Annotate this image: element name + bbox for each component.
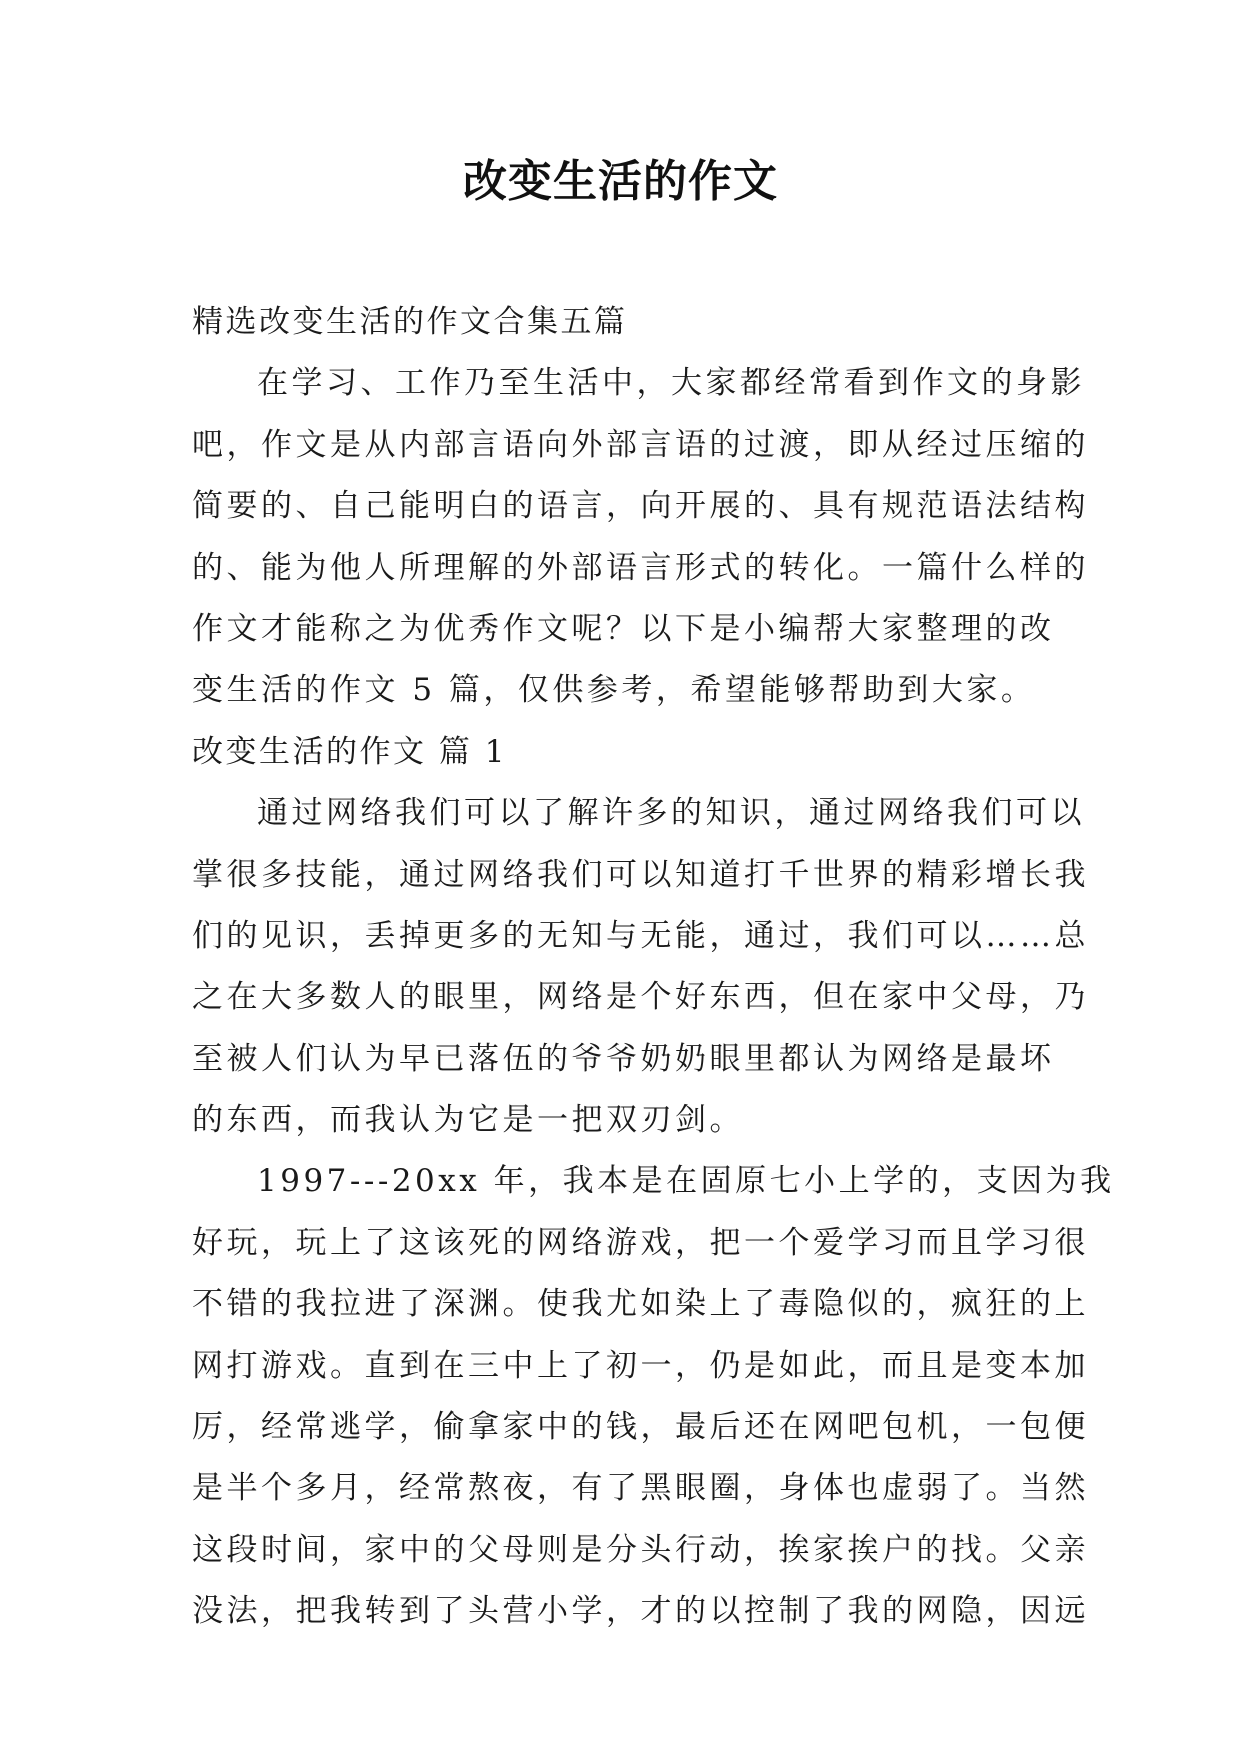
text-line: 的东西，而我认为它是一把双刃剑。 xyxy=(192,1102,744,1139)
text-line: 变生活的作文 5 篇，仅供参考，希望能够帮助到大家。 xyxy=(192,672,1036,709)
section-heading: 改变生活的作文 篇 1 xyxy=(192,733,507,770)
text-line: 吧，作文是从内部言语向外部言语的过渡，即从经过压缩的 xyxy=(192,426,1089,463)
intro-paragraph xyxy=(192,353,1089,721)
text-line: 通过网络我们可以了解许多的知识，通过网络我们可以 xyxy=(257,795,1085,832)
text-line: 厉，经常逃学，偷拿家中的钱，最后还在网吧包机，一包便 xyxy=(192,1409,1089,1446)
text-line: 们的见识，丢掉更多的无知与无能，通过，我们可以……总 xyxy=(192,917,1089,954)
text-line: 1997---20xx 年，我本是在固原七小上学的，支因为我 xyxy=(257,1163,1115,1200)
document-title: 改变生活的作文 xyxy=(463,156,778,207)
text-line: 没法，把我转到了头营小学，才的以控制了我的网隐，因远 xyxy=(192,1593,1089,1630)
text-line: 简要的、自己能明白的语言，向开展的、具有规范语法结构 xyxy=(192,488,1089,525)
document-body xyxy=(192,292,1115,1643)
text-line: 这段时间，家中的父母则是分头行动，挨家挨户的找。父亲 xyxy=(192,1531,1089,1568)
text-line: 在学习、工作乃至生活中，大家都经常看到作文的身影 xyxy=(257,365,1085,402)
text-line: 作文才能称之为优秀作文呢？以下是小编帮大家整理的改 xyxy=(192,610,1055,647)
body-paragraph-1 xyxy=(192,783,1089,1151)
text-line: 不错的我拉进了深渊。使我尤如染上了毒隐似的，疯狂的上 xyxy=(192,1286,1089,1323)
text-line: 是半个多月，经常熬夜，有了黑眼圈，身体也虚弱了。当然 xyxy=(192,1470,1089,1507)
document-subtitle: 精选改变生活的作文合集五篇 xyxy=(192,304,628,340)
text-line: 的、能为他人所理解的外部语言形式的转化。一篇什么样的 xyxy=(192,549,1089,586)
text-line: 之在大多数人的眼里，网络是个好东西，但在家中父母，乃 xyxy=(192,979,1089,1016)
body-paragraph-2 xyxy=(192,1151,1115,1642)
text-line: 掌很多技能，通过网络我们可以知道打千世界的精彩增长我 xyxy=(192,856,1089,893)
text-line: 好玩，玩上了这该死的网络游戏，把一个爱学习而且学习很 xyxy=(192,1224,1089,1261)
text-line: 至被人们认为早已落伍的爷爷奶奶眼里都认为网络是最坏 xyxy=(192,1040,1055,1077)
text-line: 网打游戏。直到在三中上了初一，仍是如此，而且是变本加 xyxy=(192,1347,1089,1384)
